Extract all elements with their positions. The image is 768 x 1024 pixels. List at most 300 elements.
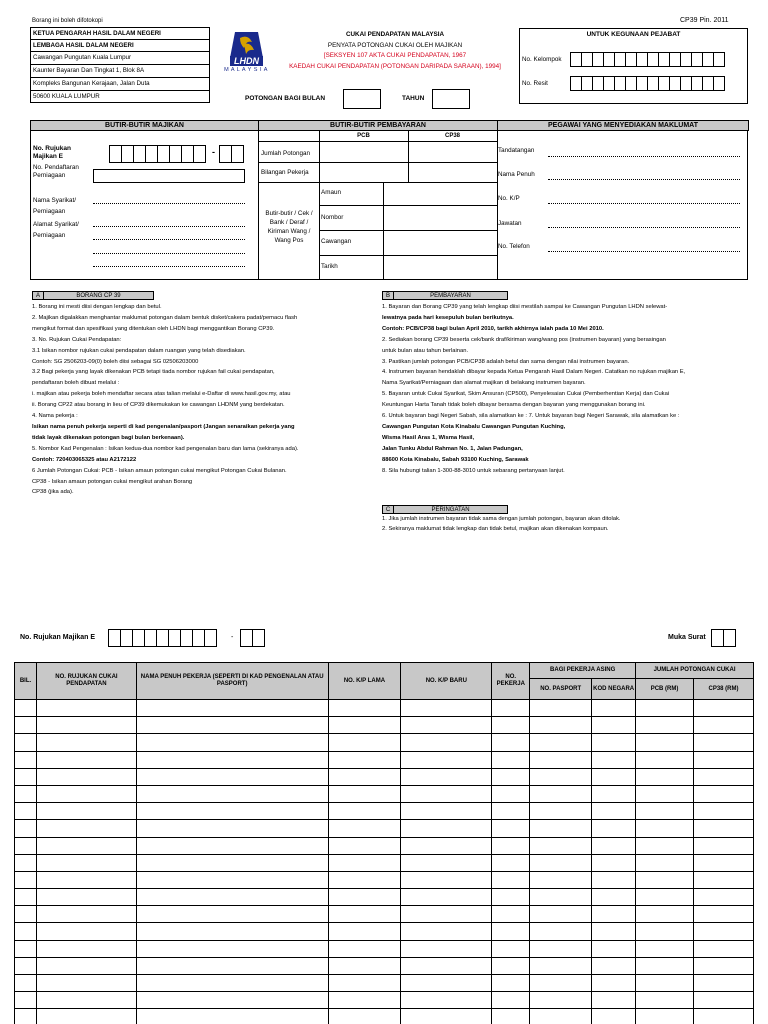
form-code: CP39 Pin. 2011 [680, 17, 729, 24]
table-cell[interactable] [36, 700, 136, 717]
table-cell[interactable] [636, 923, 694, 940]
phone-line[interactable] [548, 251, 740, 252]
table-cell[interactable] [15, 854, 37, 871]
table-cell[interactable] [530, 975, 592, 992]
receipt-label: No. Resit [522, 80, 548, 87]
table-cell[interactable] [592, 785, 636, 802]
table-cell[interactable] [592, 992, 636, 1009]
table-cell[interactable] [492, 803, 530, 820]
company-name-label: Nama Syarikat/ Perniagaan [33, 197, 77, 215]
table-cell[interactable] [36, 734, 136, 751]
table-cell[interactable] [694, 923, 754, 940]
table-row [15, 906, 754, 923]
table-cell[interactable] [15, 751, 37, 768]
table-cell[interactable] [401, 768, 492, 785]
table-cell[interactable] [401, 751, 492, 768]
table-cell[interactable] [636, 992, 694, 1009]
table-cell[interactable] [530, 717, 592, 734]
month-input[interactable] [343, 89, 381, 109]
table-cell[interactable] [694, 803, 754, 820]
table-cell[interactable] [401, 975, 492, 992]
table-cell[interactable] [328, 717, 401, 734]
instruction-line: 6. Untuk bayaran bagi Negeri Sabah, sila alamatkan ke : 7. Untuk bayaran bagi Negeri Sarawak, sila alamatkan ke : [382, 413, 680, 420]
table-cell[interactable] [694, 820, 754, 837]
table-cell[interactable] [136, 803, 328, 820]
table-cell[interactable] [636, 854, 694, 871]
instruction-line: 88600 Kota Kinabalu, Sabah 93100 Kuching, Sarawak [382, 456, 529, 463]
instruction-line: 5. Nombor Kad Pengenalan : Isikan kedua-dua nombor kad pengenalan baru dan lama (sekiranya ada). [32, 445, 299, 452]
section-c-letter: C [382, 505, 394, 514]
pcb-col-header: PCB [357, 133, 370, 139]
table-cell[interactable] [36, 871, 136, 888]
reg-number-input[interactable] [93, 169, 245, 183]
section-a-title: BORANG CP 39 [44, 291, 154, 300]
table-cell[interactable] [136, 700, 328, 717]
table-cell[interactable] [592, 751, 636, 768]
table-cell[interactable] [492, 957, 530, 974]
table-cell[interactable] [636, 751, 694, 768]
table-cell[interactable] [328, 803, 401, 820]
instruction-line: Nama Syarikat/Perniagaan dan alamat majikan di belakang instrumen bayaran. [382, 380, 586, 387]
table-cell[interactable] [636, 889, 694, 906]
instruction-line: 1. Borang ini mesti diisi dengan lengkap dan betul. [32, 304, 162, 310]
table-cell[interactable] [530, 734, 592, 751]
table-cell[interactable] [694, 768, 754, 785]
table-cell[interactable] [15, 940, 37, 957]
table-cell[interactable] [36, 923, 136, 940]
year-label: TAHUN [402, 95, 425, 102]
date-label: Tarikh [321, 263, 338, 270]
table-cell[interactable] [15, 820, 37, 837]
section-a-letter: A [32, 291, 44, 300]
table-cell[interactable] [636, 820, 694, 837]
instruction-line: 3. Pastikan jumlah potongan PCB/CP38 adalah betul dan sama dengan nilai instrumen bayaran. [382, 358, 630, 365]
table-cell[interactable] [492, 923, 530, 940]
table-cell[interactable] [15, 957, 37, 974]
table-row [15, 717, 754, 734]
table-row [15, 820, 754, 837]
total-deduction-label: Jumlah Potongan [261, 150, 311, 157]
table-cell[interactable] [36, 717, 136, 734]
address-line: Kaunter Bayaran Dan Tingkat 1, Blok 8A [31, 65, 209, 78]
table-cell[interactable] [36, 837, 136, 854]
table-cell[interactable] [694, 889, 754, 906]
table-cell[interactable] [401, 923, 492, 940]
table-cell[interactable] [694, 975, 754, 992]
table-cell[interactable] [694, 957, 754, 974]
instruction-line: 5. Bayaran untuk Cukai Syarikat, Skim Ansuran (CP500), Penyelesaian Cukai (Pemberhentian Kerja) dan Cukai [382, 391, 670, 398]
table-cell[interactable] [492, 871, 530, 888]
table-cell[interactable] [36, 1009, 136, 1024]
table-cell[interactable] [15, 906, 37, 923]
table-cell[interactable] [401, 854, 492, 871]
instruction-line: i. majikan atau pekerja boleh mendaftar secara atas talian melalui e-Daftar di www.hasil.gov.my, atau [32, 391, 291, 398]
ic-line[interactable] [548, 203, 740, 204]
table-cell[interactable] [136, 957, 328, 974]
table-cell[interactable] [636, 906, 694, 923]
table-cell[interactable] [15, 837, 37, 854]
table-cell[interactable] [694, 1009, 754, 1024]
table-cell[interactable] [328, 734, 401, 751]
signature-line[interactable] [548, 156, 740, 157]
employee-count-label: Bilangan Pekerja [261, 169, 309, 176]
table-cell[interactable] [492, 717, 530, 734]
company-address-label: Alamat Syarikat/ Perniagaan [33, 221, 79, 239]
table-cell[interactable] [636, 975, 694, 992]
table-cell[interactable] [15, 734, 37, 751]
table-cell[interactable] [136, 751, 328, 768]
table-cell[interactable] [530, 923, 592, 940]
table-cell[interactable] [492, 734, 530, 751]
table-cell[interactable] [36, 785, 136, 802]
table-cell[interactable] [136, 768, 328, 785]
section-c-instructions [382, 515, 748, 534]
table-cell[interactable] [328, 837, 401, 854]
table-cell[interactable] [530, 1009, 592, 1024]
table-cell[interactable] [36, 803, 136, 820]
table-cell[interactable] [592, 820, 636, 837]
instruction-line: 3. No. Rujukan Cukai Pendapatan: [32, 336, 122, 343]
table-cell[interactable] [328, 906, 401, 923]
table-cell[interactable] [36, 957, 136, 974]
table-cell[interactable] [492, 889, 530, 906]
instruction-line: ii. Borang CP22 atau borang in lieu of CP39 dikemukakan ke cawangan LHDNM yang berdekatan. [32, 402, 285, 409]
col-pcb: PCB (RM) [636, 679, 694, 700]
table-cell[interactable] [592, 854, 636, 871]
instruction-line: Jalan Tunku Abdul Rahman No. 1, Jalan Padungan, [382, 445, 523, 452]
table-cell[interactable] [328, 889, 401, 906]
table-cell[interactable] [401, 803, 492, 820]
table-cell[interactable] [36, 820, 136, 837]
office-use-title: UNTUK KEGUNAAN PEJABAT [586, 31, 681, 38]
table-cell[interactable] [592, 957, 636, 974]
instruction-line: lewatnya pada hari kesepuluh bulan berikutnya. [382, 314, 514, 321]
table-cell[interactable] [15, 803, 37, 820]
table-cell[interactable] [328, 854, 401, 871]
table-row [15, 940, 754, 957]
instruction-line: 3.1 Isikan nombor rujukan cukai pendapatan dalam ruangan yang telah disediakan. [32, 347, 246, 354]
page-number-label: Muka Surat [668, 634, 706, 641]
col-old-ic: NO. K/P LAMA [328, 663, 401, 700]
address-line: Kompleks Bangunan Kerajaan, Jalan Duta [31, 78, 209, 91]
table-cell[interactable] [401, 957, 492, 974]
table-cell[interactable] [15, 889, 37, 906]
instruction-line: 8. Sila hubungi talian 1-300-88-3010 untuk sebarang pertanyaan lanjut. [382, 467, 565, 474]
table-cell[interactable] [492, 837, 530, 854]
table-cell[interactable] [492, 785, 530, 802]
table-cell[interactable] [530, 768, 592, 785]
table-cell[interactable] [401, 940, 492, 957]
table-cell[interactable] [492, 975, 530, 992]
table-cell[interactable] [401, 734, 492, 751]
table-cell[interactable] [401, 837, 492, 854]
table-cell[interactable] [36, 889, 136, 906]
address-line-3[interactable] [93, 253, 245, 254]
table-cell[interactable] [15, 717, 37, 734]
table-row [15, 957, 754, 974]
section-a-instructions [32, 302, 372, 498]
table-cell[interactable] [694, 871, 754, 888]
table-cell[interactable] [492, 992, 530, 1009]
table-cell[interactable] [530, 785, 592, 802]
table-cell[interactable] [636, 940, 694, 957]
month-label: POTONGAN BAGI BULAN [245, 95, 326, 102]
details-panel: BUTIR-BUTIR MAJIKAN BUTIR-BUTIR PEMBAYARAN PEGAWAI YANG MENYEDIAKAN MAKLUMAT No. Rujukan Majikan E - No. Pendaftaran Perniagaan Nama Syarikat/ Perniagaan Alamat Syarikat/ Perniagaan PCB CP38 Jumlah Potongan Bilangan Pekerja Butir-butir / Cek / Bank / Deraf / Kiriman Wang / Wang Pos Amaun Nombor Cawangan Tarikh Tandatangan Nama Penuh No. K/P Jawatan No. Telefon [30, 120, 748, 280]
address-line: KETUA PENGARAH HASIL DALAM NEGERI [31, 28, 209, 40]
instruction-line: CP38 - Isikan amaun potongan cukai mengikut arahan Borang [32, 478, 193, 485]
table-cell[interactable] [328, 820, 401, 837]
table-cell[interactable] [136, 923, 328, 940]
group-label: No. Kelompok [522, 56, 562, 63]
table-cell[interactable] [694, 940, 754, 957]
table-cell[interactable] [401, 871, 492, 888]
table-row [15, 785, 754, 802]
table-cell[interactable] [401, 785, 492, 802]
table-cell[interactable] [328, 923, 401, 940]
instrument-label: Butir-butir / Cek / Bank / Deraf / Kiriman Wang / Wang Pos [265, 210, 313, 244]
table-cell[interactable] [530, 889, 592, 906]
table-cell[interactable] [15, 975, 37, 992]
table-cell[interactable] [592, 717, 636, 734]
table-cell[interactable] [592, 803, 636, 820]
table-cell[interactable] [636, 768, 694, 785]
table-cell[interactable] [530, 803, 592, 820]
table-cell[interactable] [492, 854, 530, 871]
table-cell[interactable] [15, 768, 37, 785]
table-cell[interactable] [136, 734, 328, 751]
table-cell[interactable] [15, 785, 37, 802]
instruction-line: 2. Majikan digalakkan menghantar maklumat potongan dalam bentuk disket/cakera padat/pemacu flash [32, 314, 298, 321]
col-passport: NO. PASPORT [530, 679, 592, 700]
table-cell[interactable] [636, 803, 694, 820]
table-row [15, 803, 754, 820]
group-number-cells[interactable] [570, 52, 725, 67]
col-country-code: KOD NEGARA [592, 679, 636, 700]
col-employee-name: NAMA PENUH PEKERJA (SEPERTI DI KAD PENGENALAN ATAU PASPORT) [136, 663, 328, 700]
employer-ref-cells[interactable] [109, 145, 206, 163]
preparer-section-title: PEGAWAI YANG MENYEDIAKAN MAKLUMAT [497, 120, 749, 131]
table-cell[interactable] [136, 975, 328, 992]
table-cell[interactable] [636, 871, 694, 888]
table-cell[interactable] [401, 700, 492, 717]
table-row [15, 837, 754, 854]
company-name-line[interactable] [93, 203, 245, 204]
instruction-line: 4. Instrumen bayaran hendaklah dibayar kepada Ketua Pengarah Hasil Dalam Negeri. Catatkan no rujukan majikan E, [382, 369, 686, 376]
table-cell[interactable] [694, 700, 754, 717]
title-line-2: PENYATA POTONGAN CUKAI OLEH MAJIKAN [327, 41, 463, 49]
instruction-line: Contoh: PCB/CP38 bagi bulan April 2010, tarikh akhirnya ialah pada 10 Mei 2010. [382, 325, 604, 332]
table-cell[interactable] [492, 940, 530, 957]
address-line-4[interactable] [93, 266, 245, 267]
table-cell[interactable] [136, 854, 328, 871]
section-a-tag [32, 291, 154, 300]
instruction-line: tidak layak dikenakan potongan bagi bulan berkenaan). [32, 434, 185, 441]
table-row [15, 975, 754, 992]
table-cell[interactable] [694, 717, 754, 734]
page-number-cells[interactable] [711, 629, 736, 647]
table-cell[interactable] [636, 1009, 694, 1024]
table-cell[interactable] [592, 768, 636, 785]
table-cell[interactable] [636, 785, 694, 802]
instruction-line: 2. Sekiranya maklumat tidak lengkap dan tidak betul, majikan akan dikenakan kompaun. [382, 525, 609, 532]
table-cell[interactable] [36, 854, 136, 871]
employer-ref-label: No. Rujukan Majikan E [33, 145, 71, 160]
table-cell[interactable] [694, 785, 754, 802]
table-cell[interactable] [530, 992, 592, 1009]
signature-label: Tandatangan [498, 147, 535, 154]
section-c-tag [382, 505, 508, 514]
table-cell[interactable] [136, 889, 328, 906]
table-cell[interactable] [328, 1009, 401, 1024]
table-cell[interactable] [694, 751, 754, 768]
table-cell[interactable] [401, 906, 492, 923]
table-cell[interactable] [592, 700, 636, 717]
table-cell[interactable] [530, 700, 592, 717]
table-cell[interactable] [15, 700, 37, 717]
table-cell[interactable] [328, 700, 401, 717]
col-new-ic: NO. K/P BARU [401, 663, 492, 700]
table-cell[interactable] [36, 751, 136, 768]
instruction-line: 3.2 Bagi pekerja yang layak dikenakan PCB tetapi tiada nombor rujukan fail cukai pendapatan, [32, 369, 275, 376]
instruction-line: Keuntungan Harta Tanah tidak boleh dibayar bersama dengan bayaran yang menggunakan borang ini. [382, 402, 646, 409]
table-cell[interactable] [328, 957, 401, 974]
table-cell[interactable] [694, 906, 754, 923]
table-cell[interactable] [136, 871, 328, 888]
table-cell[interactable] [592, 940, 636, 957]
table-cell[interactable] [401, 889, 492, 906]
table-cell[interactable] [492, 1009, 530, 1024]
table-cell[interactable] [136, 785, 328, 802]
table-cell[interactable] [694, 992, 754, 1009]
table-cell[interactable] [492, 751, 530, 768]
table-cell[interactable] [136, 837, 328, 854]
position-line[interactable] [548, 227, 740, 228]
instruction-line: CP38 (jika ada). [32, 489, 74, 496]
table-cell[interactable] [136, 940, 328, 957]
table-cell[interactable] [401, 992, 492, 1009]
table-cell[interactable] [592, 906, 636, 923]
table-cell[interactable] [15, 923, 37, 940]
number-label: Nombor [321, 214, 344, 221]
table-cell[interactable] [15, 871, 37, 888]
table-cell[interactable] [636, 837, 694, 854]
office-use-box [519, 28, 748, 104]
table-cell[interactable] [530, 854, 592, 871]
table-cell[interactable] [636, 734, 694, 751]
instruction-line: 2. Sediakan borang CP39 beserta cek/bank draf/kiriman wang/wang pos (instrumen bayaran) yang berasingan [382, 336, 666, 343]
table-cell[interactable] [36, 992, 136, 1009]
table-cell[interactable] [492, 820, 530, 837]
table-cell[interactable] [592, 923, 636, 940]
table-cell[interactable] [136, 906, 328, 923]
table-cell[interactable] [592, 871, 636, 888]
col-total-group: JUMLAH POTONGAN CUKAI [636, 663, 754, 679]
table-cell[interactable] [36, 975, 136, 992]
address-line: Cawangan Pungutan Kuala Lumpur [31, 52, 209, 65]
instruction-line: 1. Jika jumlah instrumen bayaran tidak sama dengan jumlah potongan, bayaran akan ditolak. [382, 516, 621, 522]
table-cell[interactable] [592, 734, 636, 751]
table-cell[interactable] [328, 785, 401, 802]
table-cell[interactable] [694, 837, 754, 854]
table-cell[interactable] [492, 768, 530, 785]
table-cell[interactable] [492, 906, 530, 923]
table-cell[interactable] [328, 751, 401, 768]
table-cell[interactable] [592, 837, 636, 854]
address-line: LEMBAGA HASIL DALAM NEGERI [31, 40, 209, 52]
employee-table [14, 662, 754, 1024]
employer-ref-suffix-cells[interactable] [219, 145, 244, 163]
table-cell[interactable] [636, 957, 694, 974]
year-input[interactable] [432, 89, 470, 109]
table-cell[interactable] [530, 820, 592, 837]
table-cell[interactable] [136, 820, 328, 837]
ic-label: No. K/P [498, 195, 520, 202]
table-cell[interactable] [592, 1009, 636, 1024]
table-row [15, 871, 754, 888]
table-cell[interactable] [401, 820, 492, 837]
title-line-4: KAEDAH CUKAI PENDAPATAN (POTONGAN DARIPADA SARAAN), 1994] [289, 62, 501, 70]
full-name-label: Nama Penuh [498, 171, 535, 178]
table-cell[interactable] [530, 940, 592, 957]
table-cell[interactable] [636, 700, 694, 717]
cp38-col-header: CP38 [444, 133, 460, 139]
phone-label: No. Telefon [498, 243, 530, 250]
table-cell[interactable] [530, 906, 592, 923]
title-line-1: CUKAI PENDAPATAN MALAYSIA [345, 31, 445, 38]
table-cell[interactable] [530, 751, 592, 768]
receipt-number-cells[interactable] [570, 76, 725, 91]
table-cell[interactable] [136, 1009, 328, 1024]
col-cp38: CP38 (RM) [694, 679, 754, 700]
table-cell[interactable] [328, 975, 401, 992]
instruction-line: pendaftaran boleh dibuat melalui : [32, 380, 120, 387]
table-cell[interactable] [694, 854, 754, 871]
table-cell[interactable] [592, 975, 636, 992]
table-cell[interactable] [401, 717, 492, 734]
table-cell[interactable] [328, 992, 401, 1009]
table-cell[interactable] [492, 700, 530, 717]
table-cell[interactable] [694, 734, 754, 751]
table-cell[interactable] [136, 992, 328, 1009]
table-cell[interactable] [328, 871, 401, 888]
table-cell[interactable] [328, 940, 401, 957]
page2-ref-cells[interactable] [108, 629, 217, 647]
col-tax-ref: NO. RUJUKAN CUKAI PENDAPATAN [36, 663, 136, 700]
table-cell[interactable] [592, 889, 636, 906]
table-cell[interactable] [636, 717, 694, 734]
table-cell[interactable] [328, 768, 401, 785]
table-cell[interactable] [36, 906, 136, 923]
table-cell[interactable] [15, 1009, 37, 1024]
table-cell[interactable] [530, 871, 592, 888]
table-cell[interactable] [530, 837, 592, 854]
table-row [15, 768, 754, 785]
reg-number-label: No. Pendaftaran Perniagaan [33, 164, 79, 179]
address-line-2[interactable] [93, 239, 245, 240]
table-cell[interactable] [401, 1009, 492, 1024]
table-cell[interactable] [36, 940, 136, 957]
full-name-line[interactable] [548, 179, 740, 180]
table-cell[interactable] [136, 717, 328, 734]
photocopy-note: Borang ini boleh difotokopi [32, 18, 103, 24]
page2-ref-suffix-cells[interactable] [240, 629, 265, 647]
table-cell[interactable] [36, 768, 136, 785]
table-row [15, 889, 754, 906]
address-line-1[interactable] [93, 226, 245, 227]
table-cell[interactable] [15, 992, 37, 1009]
instruction-line: 6 Jumlah Potongan Cukai: PCB - Isikan amaun potongan cukai mengikut Potongan Cukai Bulanan. [32, 467, 287, 474]
table-cell[interactable] [530, 957, 592, 974]
